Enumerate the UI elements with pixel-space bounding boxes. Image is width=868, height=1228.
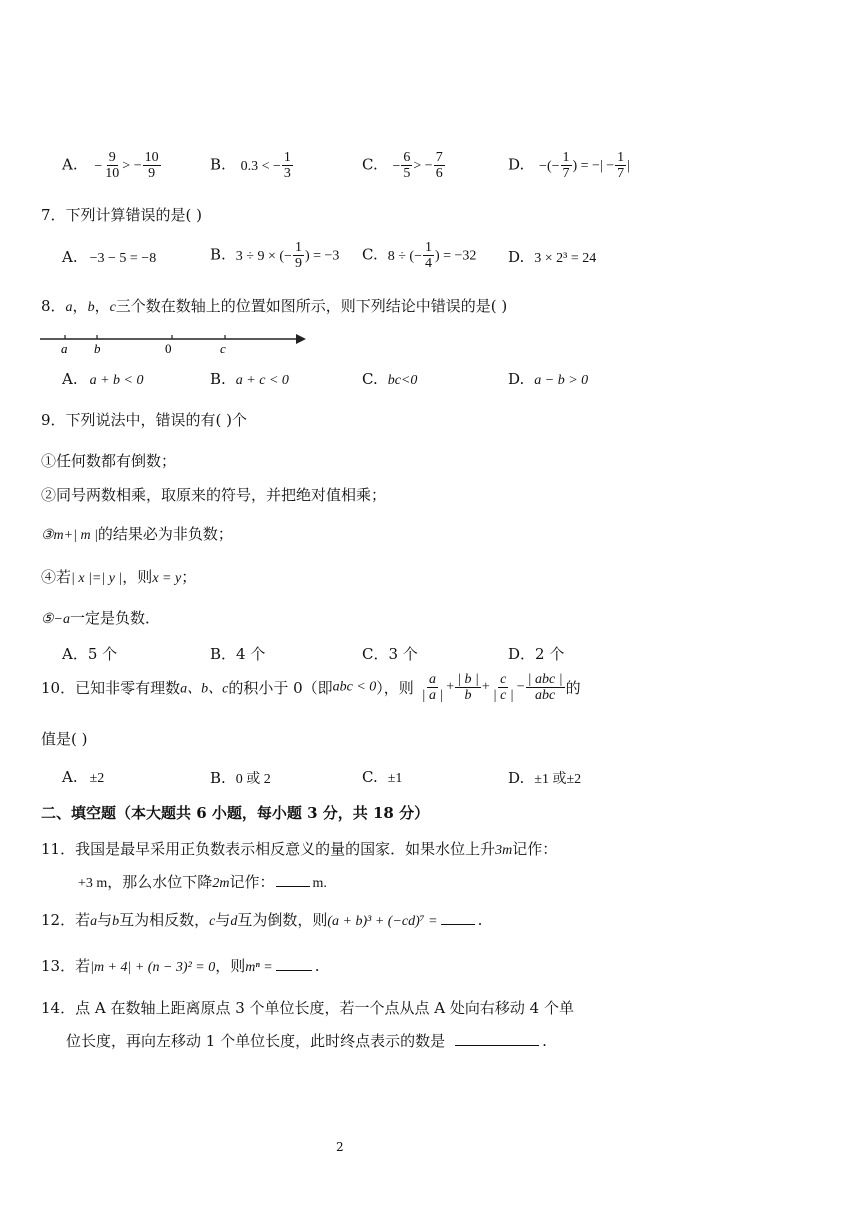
fraction: $\frac{1}{7}$ — [562, 150, 570, 181]
answer-blank[interactable] — [455, 1033, 539, 1046]
q6-option-d: D. −(− $\frac{1}{7}$ ) = −| − $\frac{1}{7}$ | — [508, 150, 630, 181]
fraction: $\frac{7}{6}$ — [435, 150, 443, 181]
q7-option-a: A. −3 − 5 = −8 — [62, 248, 157, 266]
q9-option-c: C．3 个 — [362, 645, 418, 663]
q9-statement-1: ①任何数都有倒数； — [41, 452, 177, 470]
q8-stem: 8．a，b，c三个数在数轴上的位置如图所示，则下列结论中错误的是( ) — [41, 297, 508, 315]
axis-label-b: b — [94, 341, 101, 356]
q14-line1: 14．点 A 在数轴上距离原点 3 个单位长度，若一个点从点 A 处向右移动 4 个单 — [41, 999, 574, 1017]
q6-option-a: A. − $\frac{9}{10}$ > − $\frac{10}{9}$ — [62, 150, 159, 181]
answer-blank[interactable] — [276, 874, 310, 887]
q8-option-a: A. a + b < 0 — [62, 370, 144, 388]
q9-option-d: D．2 个 — [508, 645, 565, 663]
q7-option-c: C. 8 ÷ (− $\frac{1}{4}$ ) = −32 — [362, 240, 477, 271]
fraction: $\frac{6}{5}$ — [403, 150, 411, 181]
q9-stem: 9．下列说法中，错误的有( )个 — [41, 411, 248, 429]
q8-option-d: D. a − b > 0 — [508, 370, 589, 388]
fraction: $\frac{1}{7}$ — [617, 150, 625, 181]
q13: 13．若|m + 4| + (n − 3)² = 0，则mⁿ = . — [41, 957, 320, 975]
q12: 12．若a与b互为相反数，c与d互为倒数，则(a + b)³ + (−cd)⁷ = . — [41, 911, 483, 929]
q9-statement-5: ⑤−a一定是负数． — [41, 609, 161, 627]
fraction: $\frac{9}{10}$ — [105, 150, 120, 181]
axis-label-0: 0 — [165, 341, 172, 356]
q11-line2: +3 m，那么水位下降2m记作： m. — [78, 873, 327, 891]
fraction: $\frac{\text{| abc |}}{\text{abc}}$ — [527, 672, 563, 703]
page-number: 2 — [336, 1140, 344, 1154]
fraction: $\frac{1}{9}$ — [294, 240, 302, 271]
fraction: $\frac{| b |}{b}$ — [457, 672, 479, 703]
q7-option-d: D. 3 × 2³ = 24 — [508, 248, 597, 266]
q9-option-a: A．5 个 — [62, 645, 118, 663]
q10-option-a: A. ±2 — [62, 768, 105, 786]
q14-line2: 位长度，再向左移动 1 个单位长度，此时终点表示的数是 . — [66, 1032, 547, 1050]
arrow-head-icon — [296, 334, 306, 344]
axis-label-a: a — [61, 341, 68, 356]
section-heading: 二、填空题（本大题共 6 小题，每小题 3 分，共 18 分） — [41, 804, 430, 822]
q8-option-b: B. a + c < 0 — [210, 370, 289, 388]
q10-option-b: B. 0 或 2 — [210, 769, 271, 787]
q11-line1: 11．我国是最早采用正负数表示相反意义的量的国家．如果水位上升3m记作： — [41, 840, 558, 858]
fraction: $\frac{1}{3}$ — [283, 150, 291, 181]
q6-option-c: C. − $\frac{6}{5}$ > − $\frac{7}{6}$ — [362, 150, 443, 181]
axis-label-c: c — [220, 341, 226, 356]
number-line-figure — [38, 328, 318, 356]
q7-stem: 7．下列计算错误的是( ) — [41, 206, 203, 224]
q9-option-b: B．4 个 — [210, 645, 266, 663]
q9-statement-4: ④若| x |=| y |，则x = y； — [41, 568, 197, 586]
q9-statement-2: ②同号两数相乘，取原来的符号，并把绝对值相乘； — [41, 486, 387, 504]
q10-stem-line2: 值是( ) — [41, 730, 88, 748]
q10-stem: 10．已知非零有理数a、b、c的积小于 0（即abc < 0），则 $\frac{a}{| a |}$ + $\frac{| b |}{b}$ + $\frac{c}{| c |}$ − $\frac{\text{| abc |}}{\text{abc}}$ 的 — [41, 672, 581, 703]
fraction: $\frac{1}{4}$ — [424, 240, 432, 271]
q10-option-c: C. ±1 — [362, 768, 403, 786]
q8-option-c: C. bc<0 — [362, 370, 418, 388]
answer-blank[interactable] — [441, 912, 475, 925]
fraction: $\frac{10}{9}$ — [144, 150, 159, 181]
answer-blank[interactable] — [276, 958, 312, 971]
fraction: $\frac{c}{| c |}$ — [492, 672, 514, 703]
q7-option-b: B. 3 ÷ 9 × (− $\frac{1}{9}$ ) = −3 — [210, 240, 340, 271]
q6-option-b: B. 0.3 < − $\frac{1}{3}$ — [210, 150, 291, 181]
fraction: $\frac{a}{| a |}$ — [421, 672, 444, 703]
q10-option-d: D. ±1 或±2 — [508, 769, 582, 787]
q9-statement-3: ③m+| m |的结果必为非负数； — [41, 525, 233, 543]
